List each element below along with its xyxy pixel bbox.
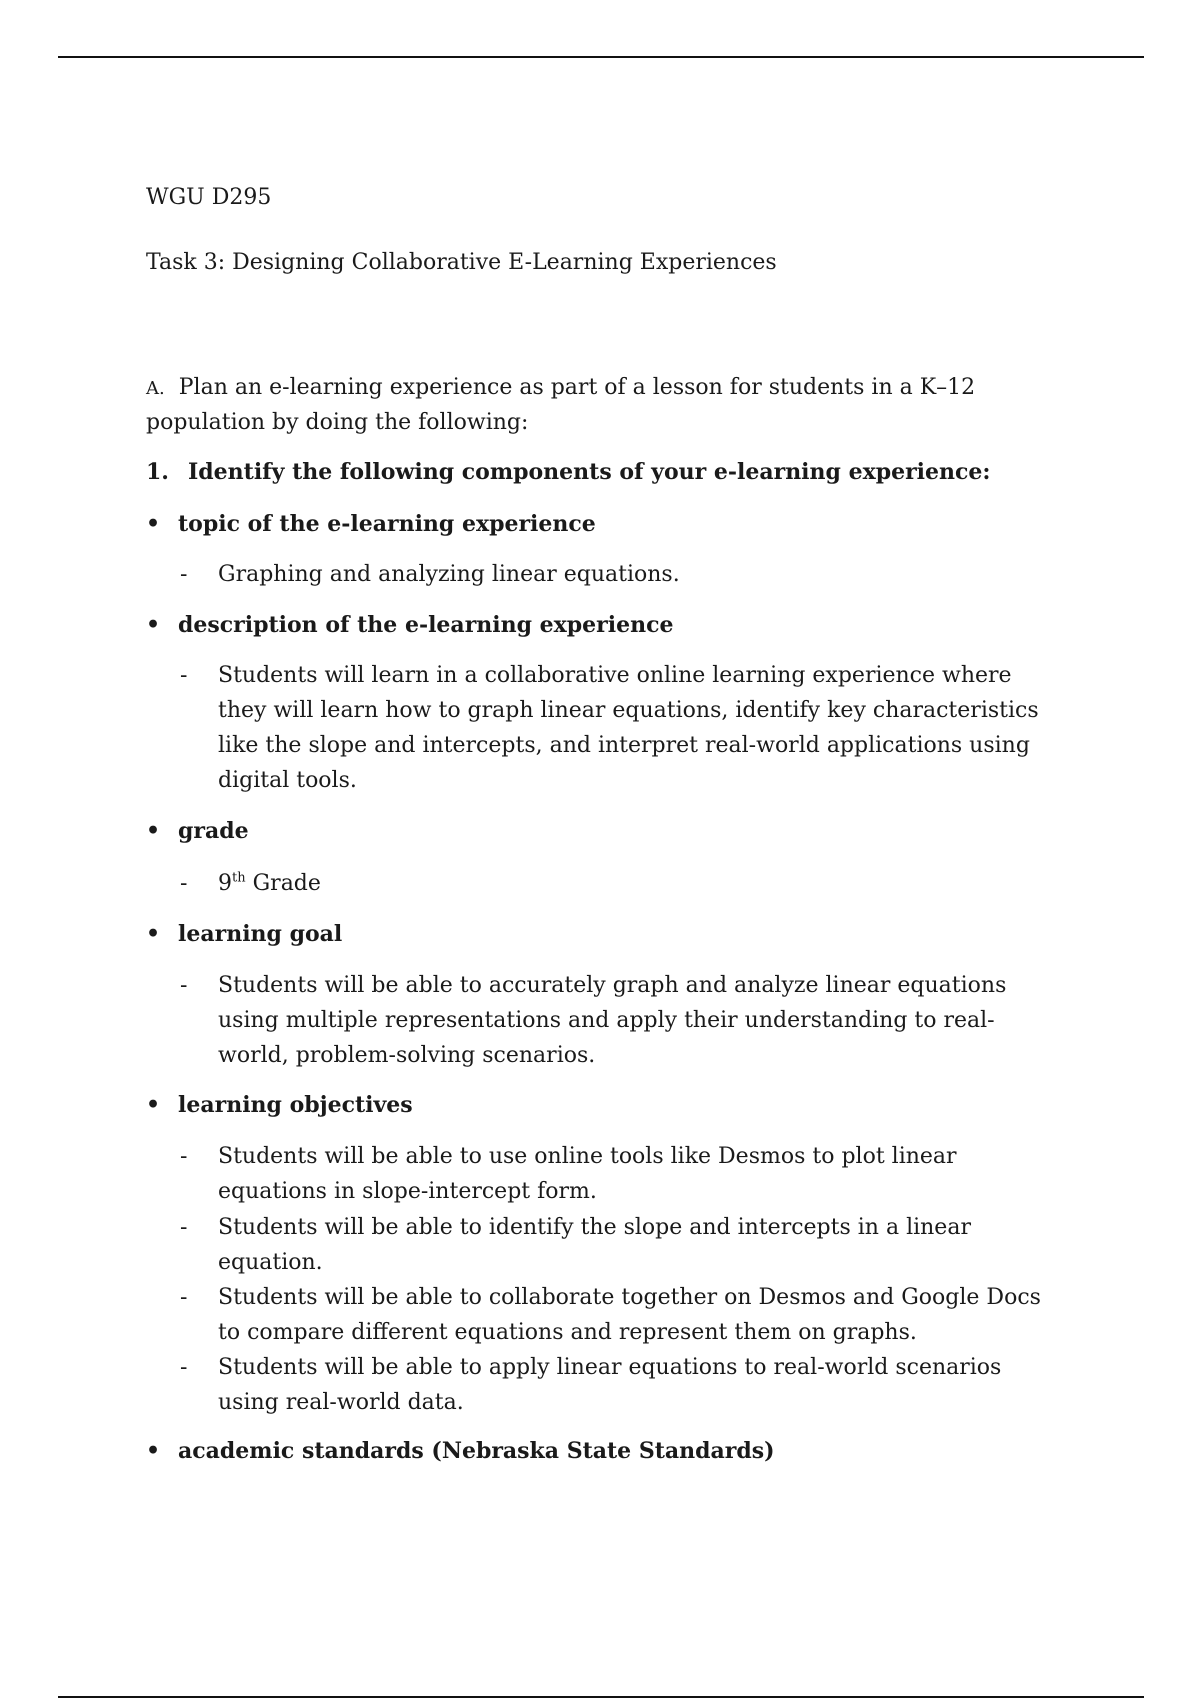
section-a-line2: population by doing the following:	[146, 410, 529, 435]
description-text: Students will learn in a collaborative online learning experience where they will learn how to graph linear equations, identify key characteristics like the slope and intercepts, and interpret real-world applications using digital tools.	[218, 663, 1039, 793]
list-item	[180, 866, 1060, 901]
bullet-icon: •	[146, 921, 161, 947]
bullet-description	[146, 608, 674, 643]
bullet-standards	[146, 1434, 775, 1469]
dash-icon: -	[180, 562, 188, 587]
bullet-standards-label: academic standards (Nebraska State Standards)	[178, 1438, 775, 1464]
dash-icon: -	[180, 871, 188, 896]
course-code: WGU D295	[146, 185, 272, 210]
grade-number: 9	[218, 871, 232, 896]
list-item	[180, 1280, 1060, 1350]
bullet-icon: •	[146, 511, 161, 537]
item-1-text: Identify the following components of your e-learning experience:	[188, 459, 991, 485]
list-item	[180, 1350, 1060, 1420]
list-item	[180, 557, 1060, 592]
bullet-objectives-label: learning objectives	[178, 1092, 413, 1118]
top-rule	[58, 56, 1144, 58]
objective-1: Students will be able to use online tools like Desmos to plot linear equations in slope-intercept form.	[218, 1144, 957, 1204]
task-title: Task 3: Designing Collaborative E-Learning Experiences	[146, 250, 777, 275]
dash-icon: -	[180, 1144, 188, 1169]
dash-icon: -	[180, 1285, 188, 1310]
bullet-topic	[146, 507, 596, 542]
topic-text: Graphing and analyzing linear equations.	[218, 562, 680, 587]
goal-text: Students will be able to accurately graph and analyze linear equations using multiple representations and apply their understanding to real- world, problem-solving scenarios.	[218, 973, 1007, 1068]
objective-2: Students will be able to identify the slope and intercepts in a linear equation.	[218, 1215, 971, 1275]
bottom-rule	[58, 1696, 1144, 1698]
bullet-grade	[146, 814, 249, 849]
bullet-goal-label: learning goal	[178, 921, 343, 947]
item-1	[146, 455, 991, 490]
bullet-icon: •	[146, 818, 161, 844]
list-item	[180, 968, 1060, 1073]
list-item	[180, 1210, 1060, 1280]
dash-icon: -	[180, 973, 188, 998]
bullet-grade-label: grade	[178, 818, 249, 844]
list-item	[180, 658, 1060, 798]
dash-icon: -	[180, 1215, 188, 1240]
bullet-icon: •	[146, 1092, 161, 1118]
bullet-topic-label: topic of the e-learning experience	[178, 511, 596, 537]
section-a-label: A.	[146, 378, 165, 399]
dash-icon: -	[180, 1355, 188, 1380]
grade-suffix: th	[232, 870, 246, 886]
bullet-icon: •	[146, 1438, 161, 1464]
list-item	[180, 1139, 1060, 1209]
section-a-text1: Plan an e-learning experience as part of a lesson for students in a K–12	[178, 375, 976, 400]
bullet-goal	[146, 917, 342, 952]
bullet-icon: •	[146, 612, 161, 638]
bullet-description-label: description of the e-learning experience	[178, 612, 674, 638]
objective-4: Students will be able to apply linear equations to real-world scenarios using real-world data.	[218, 1355, 1002, 1415]
objective-3: Students will be able to collaborate together on Desmos and Google Docs to compare different equations and represent them on graphs.	[218, 1285, 1041, 1345]
grade-value	[218, 866, 1060, 901]
bullet-objectives	[146, 1088, 413, 1123]
dash-icon: -	[180, 663, 188, 688]
item-1-number: 1.	[146, 459, 169, 485]
grade-text: Grade	[245, 871, 321, 896]
section-a-line1	[146, 370, 975, 406]
